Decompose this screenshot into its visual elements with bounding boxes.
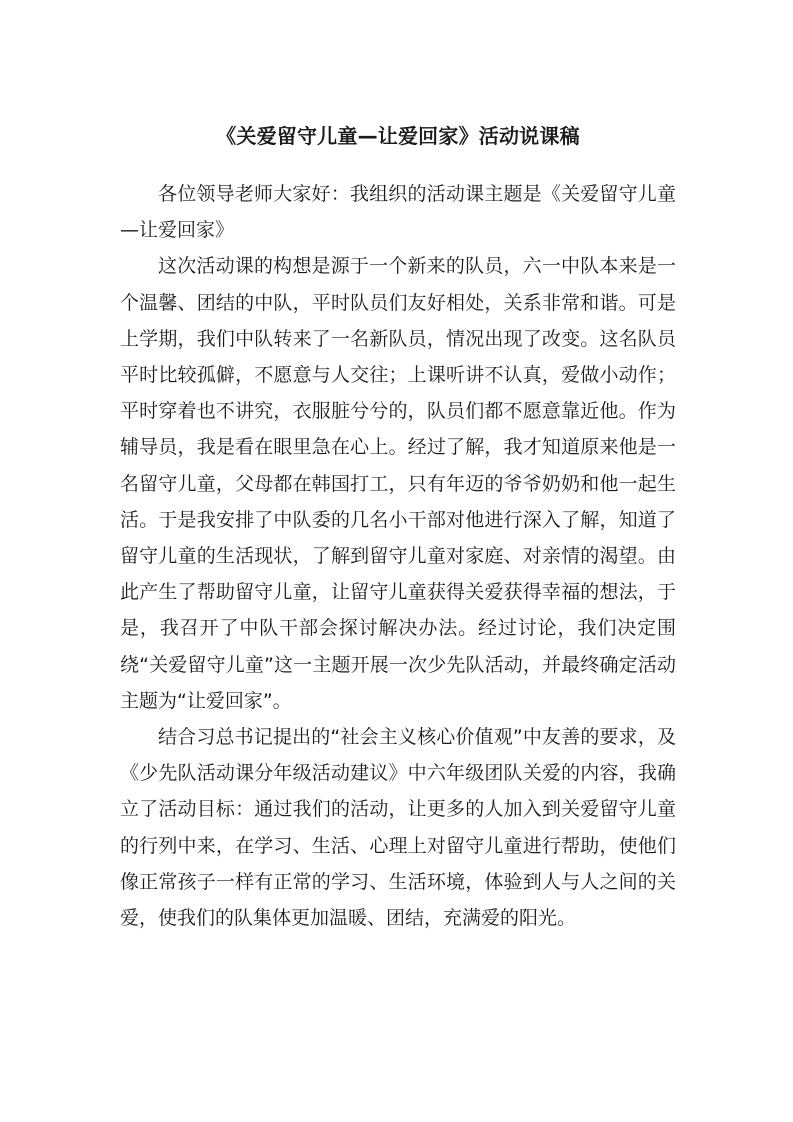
document-title: 《关爱留守儿童—让爱回家》活动说课稿 — [216, 124, 580, 148]
paragraph-objectives: 结合习总书记提出的“社会主义核心价值观”中友善的要求，及《少先队活动课分年级活动建议》中六年级团队关爱的内容，我确立了活动目标：通过我们的活动，让更多的人加入到关爱留守儿童的行列中来，在学习、生活、心理上对留守儿童进行帮助，使他们像正常孩子一样有正常的学习、生活环境，体验到人与人之间的关爱，使我们的队集体更加温暖、团结，充满爱的阳光。 — [120, 726, 676, 930]
paragraph-background: 这次活动课的构想是源于一个新来的队员，六一中队本来是一个温馨、团结的中队，平时队员们友好相处，关系非常和谐。可是上学期，我们中队转来了一名新队员，情况出现了改变。这名队员平时比较孤僻，不愿意与人交往；上课听讲不认真，爱做小动作；平时穿着也不讲究，衣服脏兮兮的，队员们都不愿意靠近他。作为辅导员，我是看在眼里急在心上。经过了解，我才知道原来他是一名留守儿童，父母都在韩国打工，只有年迈的爷爷奶奶和他一起生活。于是我安排了中队委的几名小干部对他进行深入了解，知道了留守儿童的生活现状，了解到留守儿童对家庭、对亲情的渴望。由此产生了帮助留守儿童，让留守儿童获得关爱获得幸福的想法，于是，我召开了中队干部会探讨解决办法。经过讨论，我们决定围绕“关爱留守儿童”这一主题开展一次少先队活动，并最终确定活动主题为“让爱回家”。 — [120, 255, 676, 712]
paragraph-greeting: 各位领导老师大家好：我组织的活动课主题是《关爱留守儿童—让爱回家》 — [120, 183, 676, 242]
document-page — [120, 118, 676, 936]
